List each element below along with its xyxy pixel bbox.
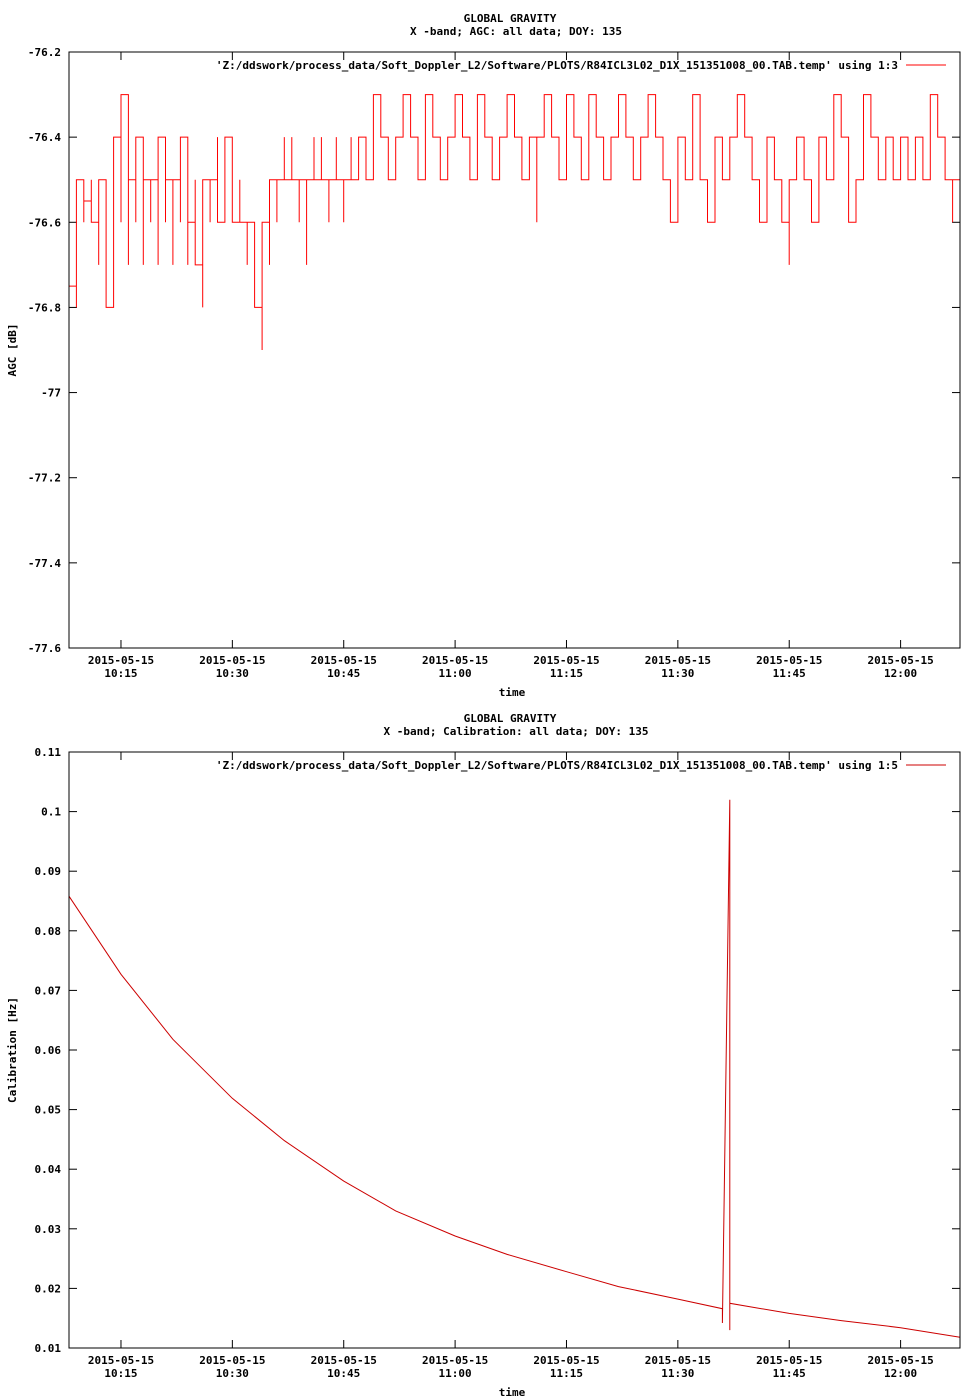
plot-area	[69, 800, 960, 1338]
x-tick-label-date: 2015-05-15	[756, 654, 823, 667]
x-tick-label-time: 12:00	[884, 667, 918, 680]
x-tick-label-date: 2015-05-15	[87, 654, 155, 667]
x-tick-label-date: 2015-05-15	[310, 1354, 377, 1367]
x-tick-label-time: 10:30	[215, 1367, 249, 1380]
y-tick-label: 0.04	[34, 1163, 61, 1177]
x-tick-label-date: 2015-05-15	[310, 654, 377, 667]
x-tick-label-time: 11:30	[661, 667, 695, 680]
y-ticks	[35, 746, 961, 1355]
x-tick-label-time: 10:15	[104, 1367, 138, 1380]
x-tick-label-time: 12:00	[884, 1367, 918, 1380]
y-tick-label: 0.05	[34, 1103, 61, 1117]
x-tick-label-time: 10:30	[215, 667, 249, 680]
agc-chart	[6, 12, 960, 699]
y-axis-label: AGC [dB]	[6, 323, 19, 377]
y-tick-label: -77.2	[27, 471, 61, 485]
series-line	[69, 800, 960, 1338]
x-tick-label-time: 11:45	[772, 1367, 806, 1380]
y-axis-label: Calibration [Hz]	[6, 997, 19, 1103]
x-tick-label-time: 11:00	[438, 667, 472, 680]
x-ticks	[88, 752, 934, 1380]
x-tick-label-date: 2015-05-15	[421, 1354, 489, 1367]
legend-label: 'Z:/ddswork/process_data/Soft_Doppler_L2/Software/PLOTS/R84ICL3L02_D1X_151351008_00.TAB.temp' using 1:5	[215, 759, 898, 772]
y-tick-label: 0.03	[34, 1222, 61, 1236]
y-tick-label: 0.06	[34, 1044, 61, 1057]
x-tick-label-time: 10:15	[104, 667, 138, 680]
y-tick-label: -76.4	[27, 131, 61, 145]
x-tick-label-time: 11:15	[549, 1367, 584, 1380]
chart-subtitle: X -band; Calibration: all data; DOY: 135	[383, 725, 649, 738]
y-tick-label: 0.08	[34, 924, 61, 938]
y-tick-label: 0.09	[34, 865, 61, 879]
y-tick-label: -76.2	[27, 46, 61, 59]
x-ticks	[88, 52, 934, 680]
x-tick-label-date: 2015-05-15	[533, 1354, 600, 1367]
x-axis-label: time	[498, 686, 526, 699]
x-tick-label-date: 2015-05-15	[644, 1354, 711, 1367]
y-tick-label: 0.1	[41, 805, 61, 819]
x-tick-label-time: 11:30	[661, 1367, 695, 1380]
x-tick-label-date: 2015-05-15	[644, 654, 711, 667]
legend-label: 'Z:/ddswork/process_data/Soft_Doppler_L2/Software/PLOTS/R84ICL3L02_D1X_151351008_00.TAB.temp' using 1:3	[215, 59, 898, 72]
plot-area	[69, 95, 960, 350]
x-tick-label-time: 11:00	[438, 1367, 472, 1380]
y-tick-label: -77	[41, 386, 61, 400]
x-tick-label-date: 2015-05-15	[867, 1354, 934, 1367]
y-tick-label: 0.11	[34, 746, 61, 759]
x-tick-label-date: 2015-05-15	[199, 654, 266, 667]
x-tick-label-time: 11:45	[772, 667, 806, 680]
plot-frame	[69, 752, 960, 1348]
legend	[216, 759, 946, 772]
chart-title: GLOBAL GRAVITY	[463, 12, 557, 25]
y-tick-label: -76.8	[27, 301, 61, 315]
x-tick-label-time: 10:45	[327, 1367, 361, 1380]
y-tick-label: 0.07	[34, 984, 61, 998]
x-tick-label-date: 2015-05-15	[87, 1354, 155, 1367]
x-tick-label-date: 2015-05-15	[199, 1354, 266, 1367]
calibration-chart	[6, 712, 960, 1399]
chart-title: GLOBAL GRAVITY	[463, 712, 557, 725]
x-axis-label: time	[498, 1386, 526, 1399]
x-tick-label-time: 10:45	[327, 667, 361, 680]
chart-subtitle: X -band; AGC: all data; DOY: 135	[410, 25, 622, 38]
series-line	[69, 95, 960, 350]
legend	[216, 59, 946, 72]
y-tick-label: -76.6	[27, 216, 61, 230]
x-tick-label-date: 2015-05-15	[867, 654, 934, 667]
x-tick-label-time: 11:15	[549, 667, 584, 680]
y-tick-label: 0.01	[34, 1342, 61, 1355]
x-tick-label-date: 2015-05-15	[421, 654, 489, 667]
x-tick-label-date: 2015-05-15	[756, 1354, 823, 1367]
y-tick-label: -77.6	[27, 642, 61, 655]
y-tick-label: 0.02	[34, 1282, 61, 1296]
x-tick-label-date: 2015-05-15	[533, 654, 600, 667]
y-tick-label: -77.4	[27, 556, 61, 570]
